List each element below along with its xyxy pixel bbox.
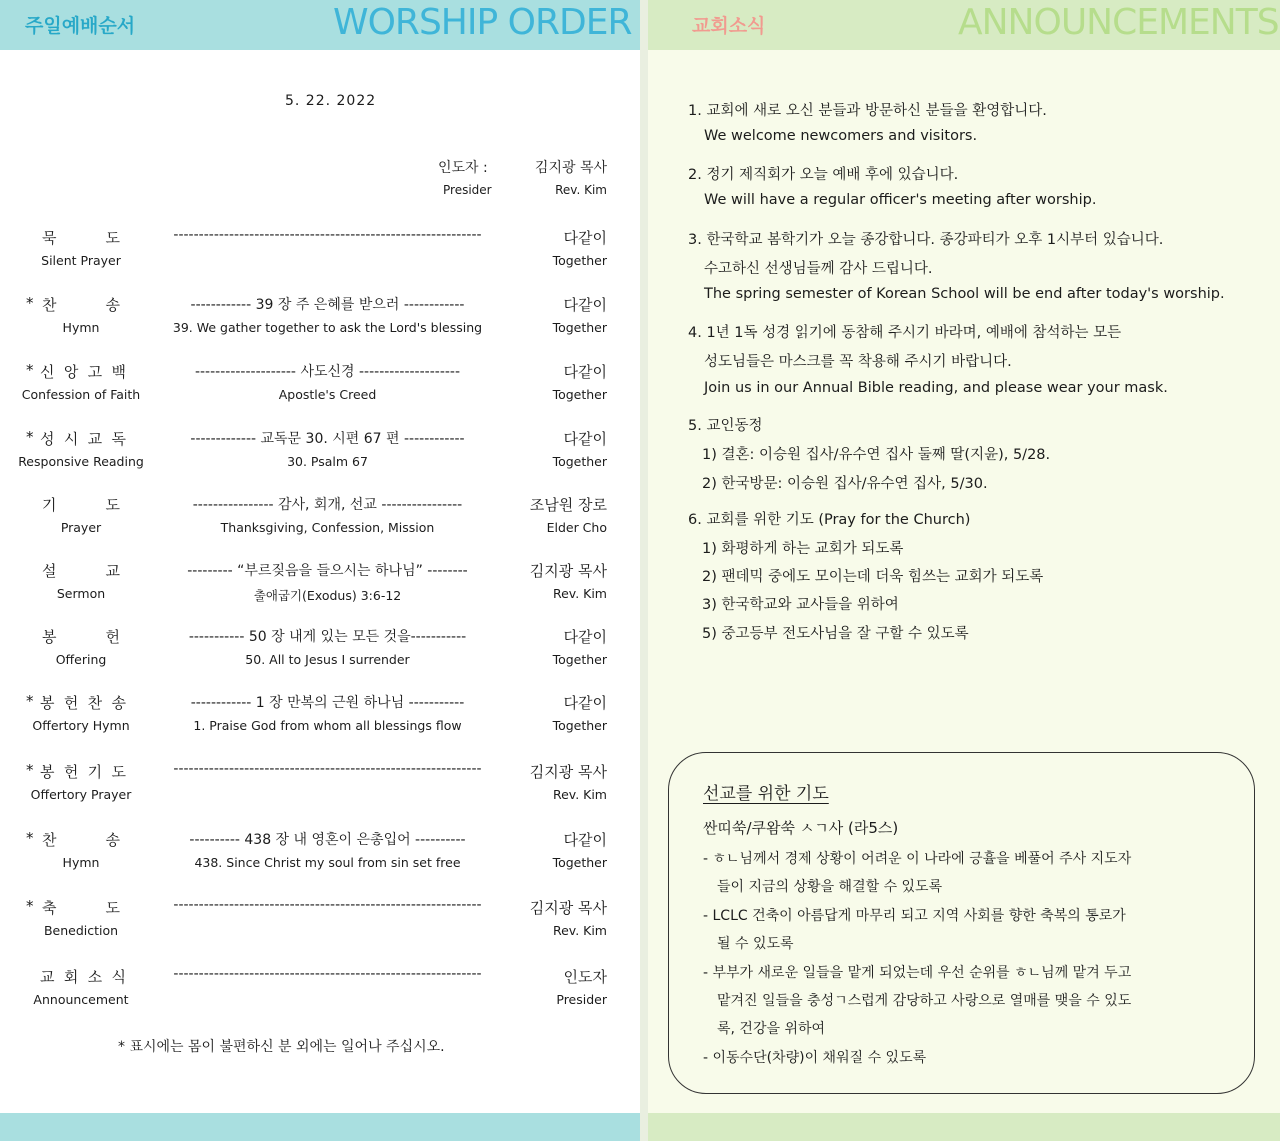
order-item-char: 기 [42, 496, 57, 514]
order-item-leader-en: Together [552, 320, 607, 335]
worship-order-title-en: WORSHIP ORDER [333, 2, 632, 43]
worship-order-title-ko: 주일예배순서 [25, 15, 136, 37]
announcement-line: We will have a regular officer's meeting after worship. [704, 192, 1097, 208]
order-item-leader-en: Together [552, 652, 607, 667]
order-item-detail-en: 30. Psalm 67 [287, 454, 368, 469]
order-item-char: 찬 [87, 694, 103, 712]
order-item [0, 494, 640, 554]
announcement-line: We welcome newcomers and visitors. [704, 128, 978, 144]
order-item-detail: ------------ 39 장 주 은혜를 받으러 ------------ [190, 297, 465, 313]
order-item-char: 고 [87, 363, 103, 381]
presider-label-en: Presider [443, 183, 492, 197]
order-item-char: 도 [105, 229, 120, 247]
announcement-line: 5) 중고등부 전도사님을 잘 구할 수 있도록 [702, 626, 969, 642]
order-item-detail: ------------------------------------------------------------- [173, 761, 482, 777]
announcement-line: 성도님들은 마스크를 꼭 착용해 주시기 바랍니다. [704, 354, 1012, 370]
order-item-char: 송 [105, 296, 120, 314]
order-item-leader: 김지광 목사 [529, 763, 607, 781]
mission-prayer-line: 맡겨진 일들을 충성ㄱ스럽게 감당하고 사랑으로 열매를 맺을 수 있도 [717, 993, 1132, 1009]
mission-prayer-line: - 이동수단(차량)이 채워질 수 있도록 [703, 1050, 927, 1066]
order-item [0, 761, 640, 821]
order-item-title-en: Offering [55, 652, 107, 667]
order-item-char: 설 [42, 562, 57, 580]
announcement-line: The spring semester of Korean School will be end after today's worship. [704, 286, 1225, 302]
order-item-char: 헌 [63, 694, 79, 712]
order-item-leader: 김지광 목사 [529, 899, 607, 917]
mission-prayer-line: - LCLC 건축이 아름답게 마무리 되고 지역 사회를 향한 축복의 통로가 [703, 908, 1126, 924]
order-item-leader: 다같이 [563, 628, 607, 646]
order-item-detail-en: Apostle's Creed [278, 387, 377, 402]
announcements-title-ko: 교회소식 [692, 15, 766, 37]
announcement-line: 4. 1년 1독 성경 읽기에 동참해 주시기 바라며, 예배에 참석하는 모든 [688, 325, 1122, 341]
order-item-char: 도 [105, 496, 120, 514]
mission-prayer-line: 들이 지금의 상황을 해결할 수 있도록 [717, 879, 943, 895]
order-item-char: 찬 [42, 831, 57, 849]
order-item-title-en: Announcement [33, 992, 129, 1007]
order-item-title-en: Offertory Prayer [30, 787, 132, 802]
order-item-char: 식 [111, 968, 126, 986]
order-item [0, 829, 640, 889]
order-item-title-en: Confession of Faith [21, 387, 141, 402]
order-item-leader-en: Rev. Kim [552, 586, 607, 601]
order-item-char: 백 [111, 363, 126, 381]
worship-order-header [0, 0, 640, 50]
order-item-char: 찬 [42, 296, 57, 314]
page-fold [640, 0, 648, 1141]
order-item-detail-en: 50. All to Jesus I surrender [245, 652, 410, 667]
standing-marker: * [26, 829, 34, 847]
order-item-title-en: Hymn [62, 320, 100, 335]
standing-marker: * [26, 361, 34, 379]
standing-marker: * [26, 294, 34, 312]
standing-marker: * [26, 897, 34, 915]
order-item-title-en: Responsive Reading [18, 454, 144, 469]
order-item [0, 560, 640, 620]
order-item-leader: 김지광 목사 [529, 562, 607, 580]
order-item-detail-en: Thanksgiving, Confession, Mission [220, 520, 435, 535]
order-item-leader-en: Together [552, 387, 607, 402]
mission-prayer-subtitle: 싼띠쑥/쿠왐쑥 ㅅㄱ사 (라5스) [703, 819, 899, 837]
order-item-char: 교 [40, 968, 55, 986]
announcement-line: 1. 교회에 새로 오신 분들과 방문하신 분들을 환영합니다. [688, 103, 1047, 119]
order-item-leader-en: Together [552, 718, 607, 733]
order-item [0, 227, 640, 287]
announcements-title-en: ANNOUNCEMENTS [958, 2, 1279, 43]
order-item-char: 독 [111, 430, 126, 448]
order-item-char: 축 [42, 899, 57, 917]
service-date: 5. 22. 2022 [285, 93, 377, 109]
order-item [0, 361, 640, 421]
order-item-detail: ---------------- 감사, 회개, 선교 ---------------- [192, 497, 463, 513]
order-item-title-en: Silent Prayer [41, 253, 121, 268]
announcements-page [648, 0, 1280, 1141]
order-item-char: 봉 [42, 628, 57, 646]
order-item-detail: ------------ 1 장 만복의 근원 하나님 ----------- [190, 695, 465, 711]
announcement-line: 2) 한국방문: 이승원 집사/유수연 집사, 5/30. [702, 476, 988, 492]
right-footer-band [648, 1113, 1280, 1141]
order-item-title-en: Benediction [43, 923, 119, 938]
order-item-title-en: Offertory Hymn [32, 718, 130, 733]
order-item-detail: ------------------------------------------------------------- [173, 966, 482, 982]
announcement-line: 5. 교인동정 [688, 418, 763, 434]
order-item-leader: 다같이 [563, 229, 607, 247]
order-item-leader: 인도자 [563, 968, 607, 986]
presider-name: 김지광 목사 [534, 160, 607, 176]
order-item [0, 897, 640, 957]
announcement-line: 2. 정기 제직회가 오늘 예배 후에 있습니다. [688, 167, 959, 183]
order-item-detail-en: 438. Since Christ my soul from sin set free [194, 855, 461, 870]
order-item-leader: 다같이 [563, 694, 607, 712]
standing-footnote: * 표시에는 몸이 불편하신 분 외에는 일어나 주십시오. [118, 1039, 445, 1055]
order-item-char: 앙 [63, 363, 79, 381]
order-item-char: 송 [105, 831, 120, 849]
order-item-char: 봉 [40, 763, 55, 781]
order-item-char: 교 [105, 562, 120, 580]
mission-prayer-line: 될 수 있도록 [717, 936, 794, 952]
order-item-detail: ---------- 438 장 내 영혼이 은총입어 ---------- [189, 832, 466, 848]
order-item-leader: 다같이 [563, 363, 607, 381]
mission-prayer-line: - ㅎㄴ님께서 경제 상황이 어려운 이 나라에 긍휼을 베풀어 주사 지도자 [703, 851, 1132, 867]
mission-prayer-title: 선교를 위한 기도 [703, 784, 829, 804]
order-item [0, 294, 640, 354]
order-item-char: 시 [63, 430, 79, 448]
order-item-detail: --------- “부르짖음을 들으시는 하나님” -------- [187, 563, 468, 579]
announcement-line: 3) 한국학교와 교사들을 위하여 [702, 597, 899, 613]
presider-name-en: Rev. Kim [555, 183, 607, 197]
order-item [0, 428, 640, 488]
order-item-char: 소 [87, 968, 103, 986]
order-item-detail: ----------- 50 장 내게 있는 모든 것을----------- [188, 629, 467, 645]
mission-prayer-line: - 부부가 새로운 일들을 맡게 되었는데 우선 순위를 ㅎㄴ님께 맡겨 두고 [703, 965, 1132, 981]
left-footer-band [0, 1113, 640, 1141]
order-item-char: 도 [105, 899, 120, 917]
order-item-detail-en: 출애굽기(Exodus) 3:6-12 [253, 588, 402, 603]
order-item-leader-en: Together [552, 253, 607, 268]
order-item-char: 송 [111, 694, 126, 712]
order-item-leader-en: Together [552, 454, 607, 469]
order-item-leader-en: Rev. Kim [552, 923, 607, 938]
mission-prayer-line: 록, 건강을 위하여 [717, 1021, 826, 1037]
order-item-detail: ------------------------------------------------------------- [173, 897, 482, 913]
order-item-leader: 다같이 [563, 831, 607, 849]
order-item-char: 묵 [42, 229, 57, 247]
order-item-title-en: Hymn [62, 855, 100, 870]
order-item [0, 966, 640, 1026]
order-item-char: 회 [63, 968, 79, 986]
order-item [0, 626, 640, 686]
order-item-char: 신 [40, 363, 55, 381]
order-item-leader: 다같이 [563, 430, 607, 448]
order-item-leader: 다같이 [563, 296, 607, 314]
order-item-char: 성 [40, 430, 55, 448]
order-item-leader-en: Rev. Kim [552, 787, 607, 802]
announcement-line: 3. 한국학교 봄학기가 오늘 종강합니다. 종강파티가 오후 1시부터 있습니다. [688, 232, 1164, 248]
announcement-line: 수고하신 선생님들께 감사 드립니다. [704, 261, 933, 277]
order-item-char: 헌 [63, 763, 79, 781]
order-item-char: 도 [111, 763, 126, 781]
standing-marker: * [26, 692, 34, 710]
order-item-char: 봉 [40, 694, 55, 712]
order-item-leader: 조남원 장로 [529, 496, 607, 514]
order-item-char: 헌 [105, 628, 120, 646]
announcement-line: 1) 결혼: 이승원 집사/유수연 집사 둘째 딸(지윤), 5/28. [702, 447, 1051, 463]
order-item [0, 692, 640, 752]
announcement-line: 2) 팬데믹 중에도 모이는데 더욱 힘쓰는 교회가 되도록 [702, 569, 1044, 585]
announcements-header [648, 0, 1280, 50]
order-item-title-en: Sermon [56, 586, 106, 601]
order-item-leader-en: Elder Cho [546, 520, 607, 535]
presider-label: 인도자 : [438, 160, 488, 176]
announcement-line: 6. 교회를 위한 기도 (Pray for the Church) [688, 512, 971, 528]
announcement-line: Join us in our Annual Bible reading, and please wear your mask. [704, 380, 1168, 396]
order-item-detail: ------------------------------------------------------------- [173, 227, 482, 243]
order-item-title-en: Prayer [60, 520, 102, 535]
order-item-char: 교 [87, 430, 103, 448]
standing-marker: * [26, 761, 34, 779]
order-item-detail: -------------------- 사도신경 -------------------- [194, 364, 461, 380]
order-item-detail: ------------- 교독문 30. 시편 67 편 ------------ [190, 431, 465, 447]
order-item-char: 기 [87, 763, 103, 781]
mission-prayer-box [668, 752, 1255, 1094]
standing-marker: * [26, 428, 34, 446]
order-item-detail-en: 1. Praise God from whom all blessings flow [193, 718, 462, 733]
order-item-leader-en: Presider [556, 992, 607, 1007]
order-item-leader-en: Together [552, 855, 607, 870]
order-item-detail-en: 39. We gather together to ask the Lord's blessing [172, 320, 483, 335]
announcement-line: 1) 화평하게 하는 교회가 되도록 [702, 541, 904, 557]
